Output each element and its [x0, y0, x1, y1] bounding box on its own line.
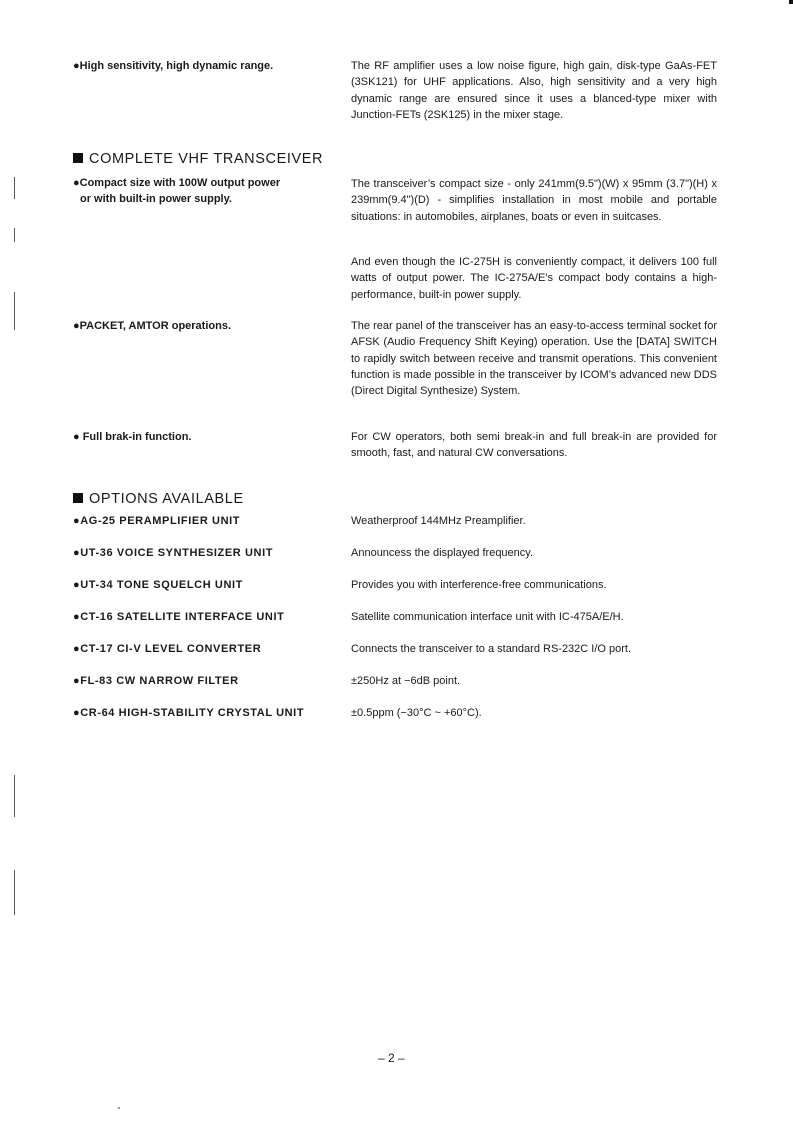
option-name: ●UT-36 VOICE SYNTHESIZER UNIT [73, 547, 274, 559]
option-description: Provides you with interference-free communications. [351, 579, 607, 591]
feature-compact-line2: or with built-in power supply. [80, 193, 232, 205]
feature-compact-description: The transceiver’s compact size - only 241mm(9.5")(W) x 95mm (3.7")(H) x 239mm(9.4")(D) - simplifies installation in most mobile and portable situations: in automobiles, airplanes, boats or even in suitcases. [351, 178, 717, 223]
feature-high-sensitivity-description: The RF amplifier uses a low noise figure, high gain, disk-type GaAs-FET (3SK121) for UHF applications. Also, high sensitivity and a very high dynamic range are ensured since it uses a blanced-type mixer with Junction-FETs (2SK125) in the mixer stage. [351, 60, 717, 121]
section-title-vhf-text: COMPLETE VHF TRANSCEIVER [89, 151, 324, 167]
option-name: ●AG-25 PERAMPLIFIER UNIT [73, 515, 241, 527]
page-number: – 2 – [378, 1051, 405, 1065]
scan-artifact-line [14, 292, 15, 330]
option-name: ●CT-16 SATELLITE INTERFACE UNIT [73, 611, 285, 623]
scan-artifact-line [14, 870, 15, 915]
option-description: ±0.5ppm (−30°C ~ +60°C). [351, 707, 482, 719]
option-description: Connects the transceiver to a standard RS-232C I/O port. [351, 643, 632, 655]
feature-compact-description-2: And even though the IC-275H is conveniently compact, it delivers 100 full watts of output power. The IC-275A/E’s compact body contains a high-performance, built-in power supply. [351, 256, 717, 301]
feature-compact-line1: ●Compact size with 100W output power [73, 177, 281, 189]
feature-packet-amtor: ●PACKET, AMTOR operations. [73, 320, 232, 332]
option-description: Announcess the displayed frequency. [351, 547, 534, 559]
option-name: ●CT-17 CI-V LEVEL CONVERTER [73, 643, 262, 655]
scan-artifact-line [14, 177, 15, 199]
scan-artifact-line [14, 228, 15, 242]
option-name: ●CR-64 HIGH-STABILITY CRYSTAL UNIT [73, 707, 305, 719]
square-bullet-icon [73, 493, 83, 503]
option-description: ±250Hz at −6dB point. [351, 675, 461, 687]
scan-speck [118, 1107, 120, 1109]
scan-artifact-line [14, 775, 15, 817]
section-title-options-text: OPTIONS AVAILABLE [89, 491, 244, 507]
option-description: Satellite communication interface unit with IC-475A/E/H. [351, 611, 624, 623]
feature-compact-size [73, 175, 343, 207]
square-bullet-icon [73, 153, 83, 163]
option-name: ●UT-34 TONE SQUELCH UNIT [73, 579, 243, 591]
feature-full-break-in: ● Full brak-in function. [73, 431, 192, 443]
feature-break-in-description: For CW operators, both semi break-in and full break-in are provided for smooth, fast, and natural CW conversations. [351, 431, 717, 460]
option-name: ●FL-83 CW NARROW FILTER [73, 675, 239, 687]
section-title-options [73, 491, 244, 507]
feature-high-sensitivity: ●High sensitivity, high dynamic range. [73, 60, 274, 72]
option-description: Weatherproof 144MHz Preamplifier. [351, 515, 526, 527]
corner-scan-mark [789, 0, 793, 4]
section-title-vhf [73, 151, 323, 167]
feature-packet-description: The rear panel of the transceiver has an easy-to-access terminal socket for AFSK (Audio Frequency Shift Keying) operation. Use the [DATA] SWITCH to rapidly switch between receive and transmit operations. This convenient function is made possible in the transceiver by ICOM’s advanced new DDS (Direct Digital Synthesize) System. [351, 320, 717, 398]
